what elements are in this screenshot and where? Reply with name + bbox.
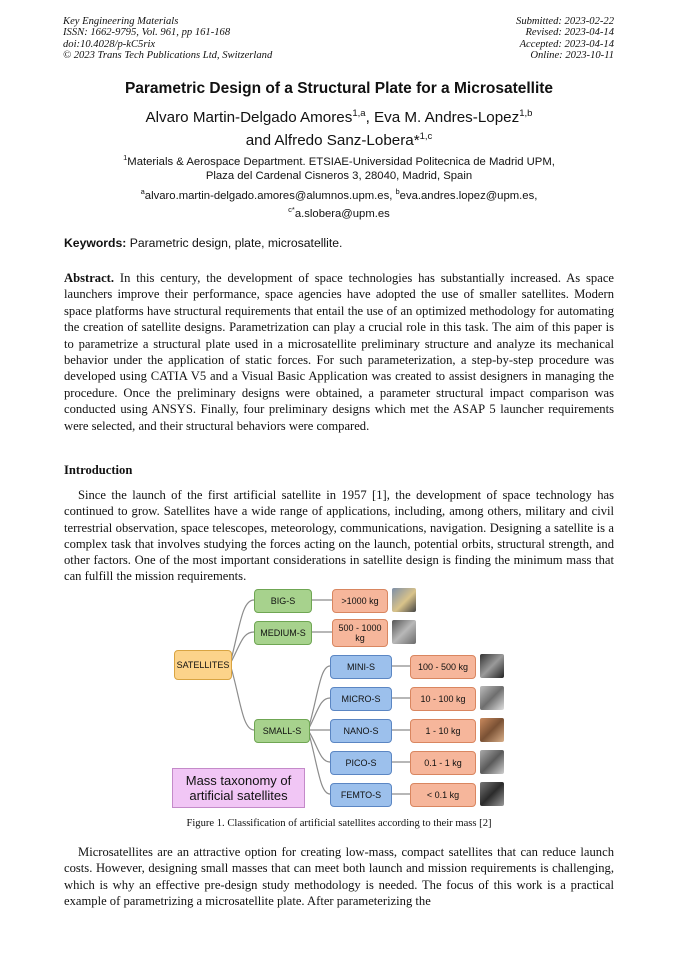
femto-satellite-photo [480,782,504,806]
abstract-text: In this century, the development of space technologies has substantially increased. As space launchers improve their performance, space agencies have adopted the use of smaller satellites. Modern space platforms have structural requirements that entail the use of an optimized methodology for automating the creation of satellite designs. Parametrization can play a crucial role in this task. The aim of this paper is to parametrize a structural plate used in a microsatellite preliminary structure and analyze its mechanical behavior under the application of static forces. For such parameterization, a step-by-step procedure was developed using CATIA V5 and a Visual Basic Application was created to assist designers in managing the procedure. Once the preliminary designs were obtained, a parameter structural impact comparison was conducted using ANSYS. Finally, four preliminary designs which met the ASAP 5 launcher requirements were selected, and their structural behaviors were compared. [64,271,614,433]
affiliation-mark: 1 [123,153,128,162]
email-b[interactable]: eva.andres.lopez@upm.es, [399,189,538,202]
node-nano-s: NANO-S [330,719,392,743]
connector-small-micro [308,698,330,730]
accepted-date: Accepted: 2023-04-14 [519,38,614,50]
node-medium-s: MEDIUM-S [254,621,312,645]
email-a[interactable]: alvaro.martin-delgado.amores@alumnos.upm.es, [144,189,396,202]
node-pico-s: PICO-S [330,751,392,775]
node-femto-s: FEMTO-S [330,783,392,807]
author-list [0,104,678,150]
author-1: Alvaro Martin-Delgado Amores [145,109,353,127]
author-1-affil: 1,a [352,108,366,119]
node-medium-mass: 500 - 1000 kg [332,619,388,647]
keywords [64,236,342,250]
node-mini-s: MINI-S [330,655,392,679]
abstract [64,270,614,434]
revised-date: Revised: 2023-04-14 [525,27,614,39]
medium-satellite-photo [392,620,416,644]
journal-issn: ISSN: 1662-9795, Vol. 961, pp 161-168 [63,27,231,39]
big-satellite-photo [392,588,416,612]
node-nano-mass: 1 - 10 kg [410,719,476,743]
node-micro-mass: 10 - 100 kg [410,687,476,711]
connector-small-femto [308,730,330,794]
author-2: , Eva M. Andres-Lopez [365,109,520,127]
micro-satellite-photo [480,686,504,710]
affiliation-line-1: Materials & Aerospace Department. ETSIAE-Universidad Politecnica de Madrid UPM, [127,155,555,168]
mini-satellite-photo [480,654,504,678]
copyright: © 2023 Trans Tech Publications Ltd, Switzerland [63,50,273,62]
satellite-mass-taxonomy-figure [170,586,515,810]
node-mini-mass: 100 - 500 kg [410,655,476,679]
affiliation [0,151,678,183]
introduction-paragraph-1: Since the launch of the first artificial satellite in 1957 [1], the development of space technology has continued to grow. Satellites have a wide range of applications, including, among others, military and civil terrestrial observation, space telescopes, meteorology, communications, navigation. Designing a satellite is a complex task that involves studying the forces acting on the launch, potential orbits, structural strength, and other factors. One of the most important considerations in satellite design is finding the minimum mass that can fulfill the mission requirements. [64,488,614,584]
connector-small-pico [308,730,330,762]
figure-caption: Figure 1. Classification of artificial satellites according to their mass [2] [186,818,492,829]
node-small-s: SMALL-S [254,719,310,743]
submitted-date: Submitted: 2023-02-22 [516,16,614,27]
journal-name: Key Engineering Materials [63,16,179,27]
node-pico-mass: 0.1 - 1 kg [410,751,476,775]
connector-root-small [230,664,254,730]
node-micro-s: MICRO-S [330,687,392,711]
section-heading-introduction: Introduction [64,463,133,477]
email-c-mark: c* [288,204,295,214]
online-date: Online: 2023-10-11 [530,50,614,62]
author-emails [0,185,678,221]
email-a-mark: a [140,187,145,196]
doi: doi:10.4028/p-kC5rix [63,38,156,50]
affiliation-line-2: Plaza del Cardenal Cisneros 3, 28040, Madrid, Spain [205,169,473,182]
author-2-affil: 1,b [519,108,533,119]
author-3-affil: 1,c [419,131,433,143]
node-satellites: SATELLITES [174,650,232,680]
introduction-paragraph-2: Microsatellites are an attractive option for creating low-mass, compact satellites that can reduce launch costs. However, designing small masses that can meet both launch and mission requirements is challenging, which is why an effective pre-design study methodology is needed. The focus of this work is a practical example of parametrizing a microsatellite plate. After parameterizing the [64,845,614,908]
email-b-mark: b [395,187,400,196]
nano-satellite-photo [480,718,504,742]
paper-title: Parametric Design of a Structural Plate for a Microsatellite [124,80,554,97]
journal-info [63,16,272,62]
figure-legend-box: Mass taxonomy of artificial satellites [172,768,305,808]
node-femto-mass: < 0.1 kg [410,783,476,807]
pico-satellite-photo [480,750,504,774]
email-c[interactable]: a.slobera@upm.es [294,207,390,220]
publication-dates [516,16,614,62]
author-3: and Alfredo Sanz-Lobera* [245,132,420,150]
node-big-mass: >1000 kg [332,589,388,613]
keywords-label: Keywords: [64,236,127,250]
abstract-label: Abstract. [64,271,115,285]
keywords-text: Parametric design, plate, microsatellite. [126,236,343,250]
node-big-s: BIG-S [254,589,312,613]
